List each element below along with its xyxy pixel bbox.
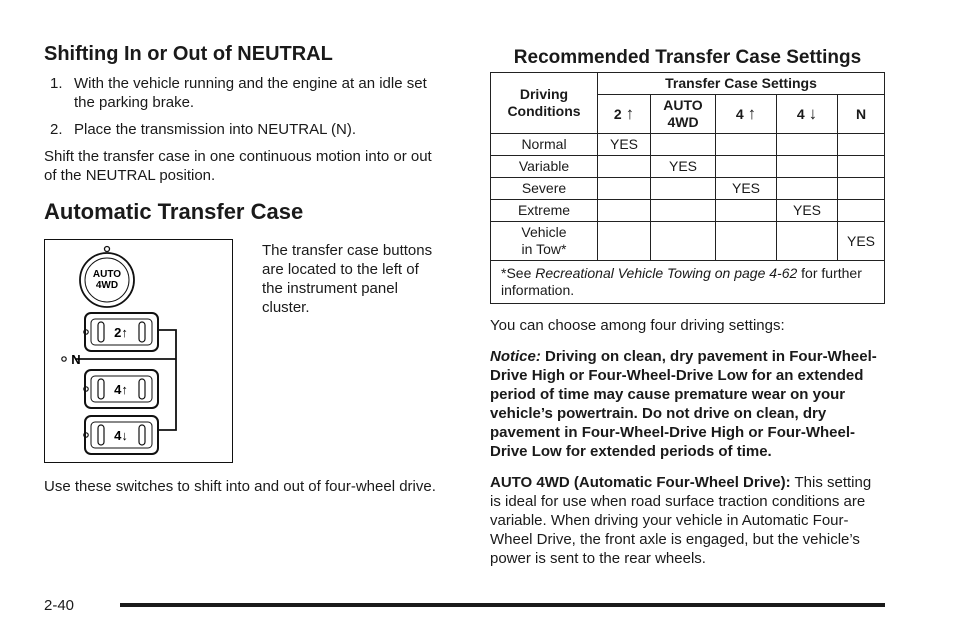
figure-row [44, 239, 444, 471]
col-2-high: 2 ↑ [598, 95, 651, 134]
step-2-text: Place the transmission into NEUTRAL (N). [74, 121, 357, 138]
table-header-row [491, 73, 885, 95]
table-cell [716, 134, 777, 156]
table-cell [777, 156, 838, 178]
neutral-steps [44, 74, 444, 139]
table-cell [777, 222, 838, 261]
four-high-label: 4↑ [114, 382, 128, 397]
row-condition: Severe [491, 178, 598, 200]
fourwd-label: 4WD [95, 280, 119, 291]
auto-label: AUTO [92, 269, 122, 280]
table-cell [838, 178, 885, 200]
table-cell [716, 222, 777, 261]
table-row [491, 222, 885, 261]
row-condition: Vehicle in Tow* [491, 222, 598, 261]
transfer-case-settings-header: Transfer Case Settings [598, 73, 885, 95]
page-number: 2-40 [44, 597, 75, 614]
step-2 [44, 120, 444, 139]
table-cell [598, 200, 651, 222]
up-arrow-icon: ↑ [747, 104, 757, 123]
table-cell [598, 222, 651, 261]
two-high-label: 2↑ [114, 325, 128, 340]
auto-transfer-heading: Automatic Transfer Case [44, 199, 304, 224]
choose-text: You can choose among four driving settings: [490, 317, 785, 334]
table-cell [598, 156, 651, 178]
table-cell [777, 134, 838, 156]
table-cell [651, 200, 716, 222]
col-4-high: 4 ↑ [716, 95, 777, 134]
notice-paragraph [490, 347, 885, 461]
notice-text: Driving on clean, dry pavement in Four-Wheel-Drive High or Four-Wheel-Drive Low for an extended period of time may cause premature wear on your vehicle’s powertrain. Do not drive on clean, dry pavement in Four-Wheel-Drive High or Four-Wheel-Drive Low for extended periods of time. [490, 348, 877, 460]
table-cell [777, 178, 838, 200]
footnote-reference: Recreational Vehicle Towing on page 4-62 [535, 265, 798, 281]
table-cell [651, 178, 716, 200]
auto4wd-label: AUTO 4WD (Automatic Four-Wheel Drive): [490, 474, 791, 491]
table-cell: YES [651, 156, 716, 178]
col-auto-4wd: AUTO 4WD [651, 95, 716, 134]
down-arrow-icon: ↓ [808, 104, 818, 123]
table-cell [716, 200, 777, 222]
auto4wd-paragraph [490, 473, 885, 568]
row-condition: Extreme [491, 200, 598, 222]
table-cell [598, 178, 651, 200]
table-footnote-row [491, 261, 885, 304]
table-cell [651, 222, 716, 261]
up-arrow-icon: ↑ [625, 104, 635, 123]
shift-paragraph: Shift the transfer case in one continuous motion into or out of the NEUTRAL position. [44, 148, 432, 184]
step-1 [44, 74, 444, 112]
table-row [491, 156, 885, 178]
table-row [491, 178, 885, 200]
table-row [491, 134, 885, 156]
table-cell: YES [716, 178, 777, 200]
table-cell: YES [777, 200, 838, 222]
row-condition: Variable [491, 156, 598, 178]
transfer-case-settings-table [490, 72, 885, 304]
step-1-number: 1. [50, 75, 63, 92]
footer-rule [120, 603, 885, 607]
figure-caption: The transfer case buttons are located to the left of the instrument panel cluster. [262, 242, 433, 316]
step-2-number: 2. [50, 121, 63, 138]
step-1-text: With the vehicle running and the engine at an idle set the parking brake. [74, 75, 427, 111]
auto4wd-text: This setting is ideal for use when road surface traction conditions are variable. When driving your vehicle in Automatic Four-Wheel Drive, the front axle is engaged, but the vehicle’s power is sent to the rear wheels. [490, 474, 872, 567]
table-row [491, 200, 885, 222]
neutral-heading: Shifting In or Out of NEUTRAL [44, 43, 333, 65]
four-low-label: 4↓ [114, 428, 128, 443]
transfer-case-buttons-figure [44, 239, 233, 463]
transfer-case-buttons-illustration [45, 240, 232, 462]
notice-label: Notice: [490, 348, 541, 365]
table-cell [651, 134, 716, 156]
col-4-low: 4 ↓ [777, 95, 838, 134]
left-column [44, 42, 444, 496]
driving-conditions-header: Driving Conditions [491, 73, 598, 134]
col-neutral: N [838, 95, 885, 134]
use-switches-text: Use these switches to shift into and out of four-wheel drive. [44, 478, 436, 495]
table-cell [838, 156, 885, 178]
table-cell [838, 200, 885, 222]
table-cell [716, 156, 777, 178]
neutral-label: N [71, 352, 81, 367]
table-cell: YES [598, 134, 651, 156]
table-cell: YES [838, 222, 885, 261]
table-cell [838, 134, 885, 156]
recommended-settings-heading: Recommended Transfer Case Settings [513, 47, 862, 68]
right-column [490, 46, 885, 568]
row-condition: Normal [491, 134, 598, 156]
table-footnote: *See Recreational Vehicle Towing on page 4-62 for further information. [491, 261, 885, 304]
